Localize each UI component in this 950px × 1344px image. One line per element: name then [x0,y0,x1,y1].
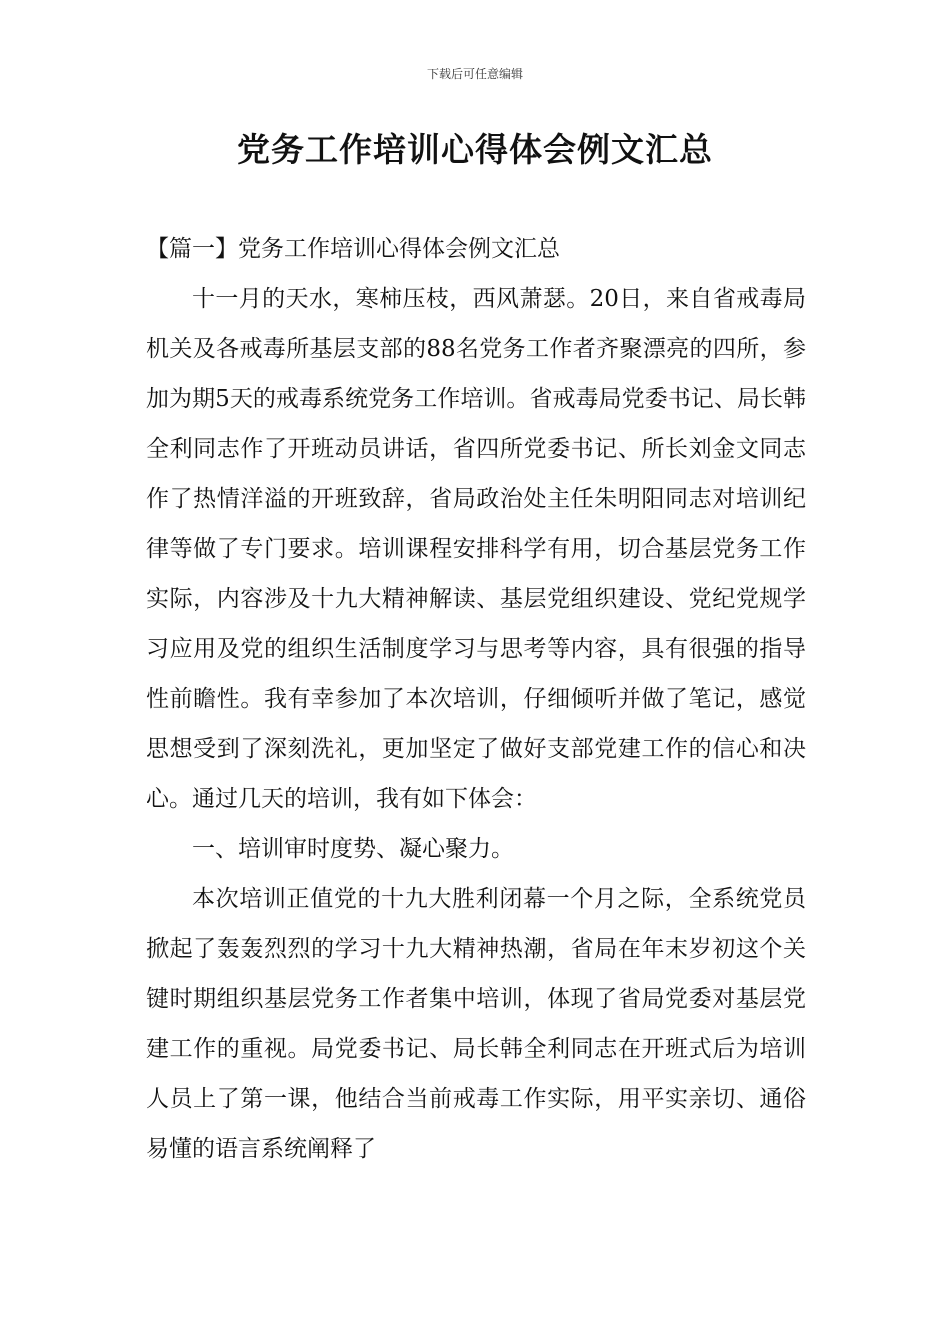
paragraph-subheading-1: 一、培训审时度势、凝心聚力。 [192,836,514,862]
document-body [146,224,806,1174]
paragraph-section-1: 本次培训正值党的十九大胜利闭幕一个月之际，全系统党员掀起了轰轰烈烈的学习十九大精神热潮，省局在年末岁初这个关键时期组织基层党务工作者集中培训，体现了省局党委对基层党建工作的重视。局党委书记、局长韩全利同志在开班式后为培训人员上了第一课，他结合当前戒毒工作实际，用平实亲切、通俗易懂的语言系统阐释了 [146,886,806,1162]
section-heading: 【篇一】党务工作培训心得体会例文汇总 [146,236,560,262]
document-title: 党务工作培训心得体会例文汇总 [237,130,713,169]
header-note: 下载后可任意编辑 [426,67,523,81]
paragraph-intro: 十一月的天水，寒柿压枝，西风萧瑟。20日，来自省戒毒局机关及各戒毒所基层支部的88名党务工作者齐聚漂亮的四所，参加为期5天的戒毒系统党务工作培训。省戒毒局党委书记、局长韩全利同志作了开班动员讲话，省四所党委书记、所长刘金文同志作了热情洋溢的开班致辞，省局政治处主任朱明阳同志对培训纪律等做了专门要求。培训课程安排科学有用，切合基层党务工作实际，内容涉及十九大精神解读、基层党组织建设、党纪党规学习应用及党的组织生活制度学习与思考等内容，具有很强的指导性前瞻性。我有幸参加了本次培训，仔细倾听并做了笔记，感觉思想受到了深刻洗礼，更加坚定了做好支部党建工作的信心和决心。通过几天的培训，我有如下体会： [146,286,806,812]
